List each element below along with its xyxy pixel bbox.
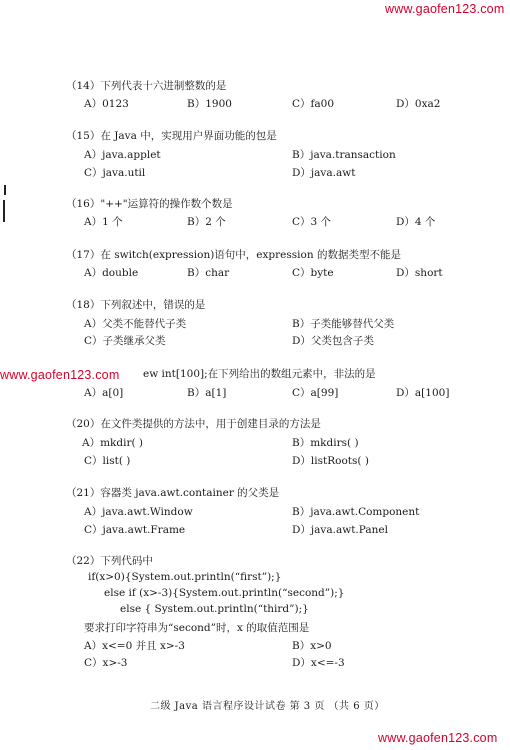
question-requirement: 要求打印字符串为“second”时，x 的取值范围是 xyxy=(84,622,310,634)
watermark-top: www.gaofen123.com xyxy=(385,2,505,16)
option-c: C）fa00 xyxy=(292,98,335,110)
watermark-middle: www.gaofen123.com xyxy=(0,368,120,382)
option-c: C）java.awt.Frame xyxy=(84,524,186,536)
option-b: B）char xyxy=(187,267,230,279)
option-d: D）short xyxy=(396,267,443,279)
option-c: C）byte xyxy=(292,267,334,279)
option-b: B）2 个 xyxy=(187,216,226,228)
option-b: B）子类能够替代父类 xyxy=(292,318,395,330)
option-a: A）父类不能替代子类 xyxy=(84,318,187,330)
question-stem: （15）在 Java 中，实现用户界面功能的包是 xyxy=(66,130,277,142)
option-a: A）mkdir( ) xyxy=(82,437,144,449)
option-a: A）0123 xyxy=(84,98,129,110)
code-line: else if (x>-3){System.out.println(“second”);} xyxy=(104,587,345,599)
option-b: B）1900 xyxy=(187,98,232,110)
option-a: A）1 个 xyxy=(84,216,123,228)
watermark-bottom: www.gaofen123.com xyxy=(378,731,498,745)
question-stem: （14）下列代表十六进制整数的是 xyxy=(66,80,227,92)
code-line: else { System.out.println(“third”);} xyxy=(120,603,309,615)
code-line: if(x>0){System.out.println(“first”);} xyxy=(88,571,282,583)
option-c: C）x>-3 xyxy=(84,657,128,669)
option-d: D）父类包含子类 xyxy=(292,335,374,347)
question-stem: （20）在文件类提供的方法中，用于创建目录的方法是 xyxy=(66,418,321,430)
question-stem: ew int[100];在下列给出的数组元素中，非法的是 xyxy=(143,368,376,380)
option-c: C）list( ) xyxy=(84,455,131,467)
option-c: C）a[99] xyxy=(292,387,339,399)
option-a: A）double xyxy=(84,267,139,279)
option-a: A）java.awt.Window xyxy=(84,506,193,518)
scan-mark xyxy=(4,185,6,195)
option-b: B）java.transaction xyxy=(292,149,396,161)
option-a: A）java.applet xyxy=(84,149,161,161)
option-b: B）x>0 xyxy=(292,640,332,652)
option-d: D）listRoots( ) xyxy=(292,455,369,467)
page-footer: 二级 Java 语言程序设计试卷 第 3 页 （共 6 页） xyxy=(150,701,385,712)
option-c: C）子类继承父类 xyxy=(84,335,166,347)
scan-mark xyxy=(3,200,5,222)
question-stem: （17）在 switch(expression)语句中，expression 的数据类型不能是 xyxy=(66,249,401,261)
option-b: B）mkdirs( ) xyxy=(292,437,359,449)
option-d: D）x<=-3 xyxy=(292,657,345,669)
option-d: D）0xa2 xyxy=(396,98,441,110)
option-b: B）a[1] xyxy=(187,387,227,399)
question-stem: （16）"++"运算符的操作数个数是 xyxy=(66,198,233,210)
option-b: B）java.awt.Component xyxy=(292,506,420,518)
option-c: C）java.util xyxy=(84,167,146,179)
option-a: A）a[0] xyxy=(84,387,124,399)
question-stem: （18）下列叙述中，错误的是 xyxy=(66,299,206,311)
option-c: C）3 个 xyxy=(292,216,332,228)
option-d: D）4 个 xyxy=(396,216,436,228)
option-d: D）java.awt.Panel xyxy=(292,524,388,536)
option-d: D）java.awt xyxy=(292,167,356,179)
option-a: A）x<=0 并且 x>-3 xyxy=(84,640,185,652)
question-stem: （22）下列代码中 xyxy=(66,555,153,567)
question-stem: （21）容器类 java.awt.container 的父类是 xyxy=(66,487,280,499)
option-d: D）a[100] xyxy=(396,387,450,399)
